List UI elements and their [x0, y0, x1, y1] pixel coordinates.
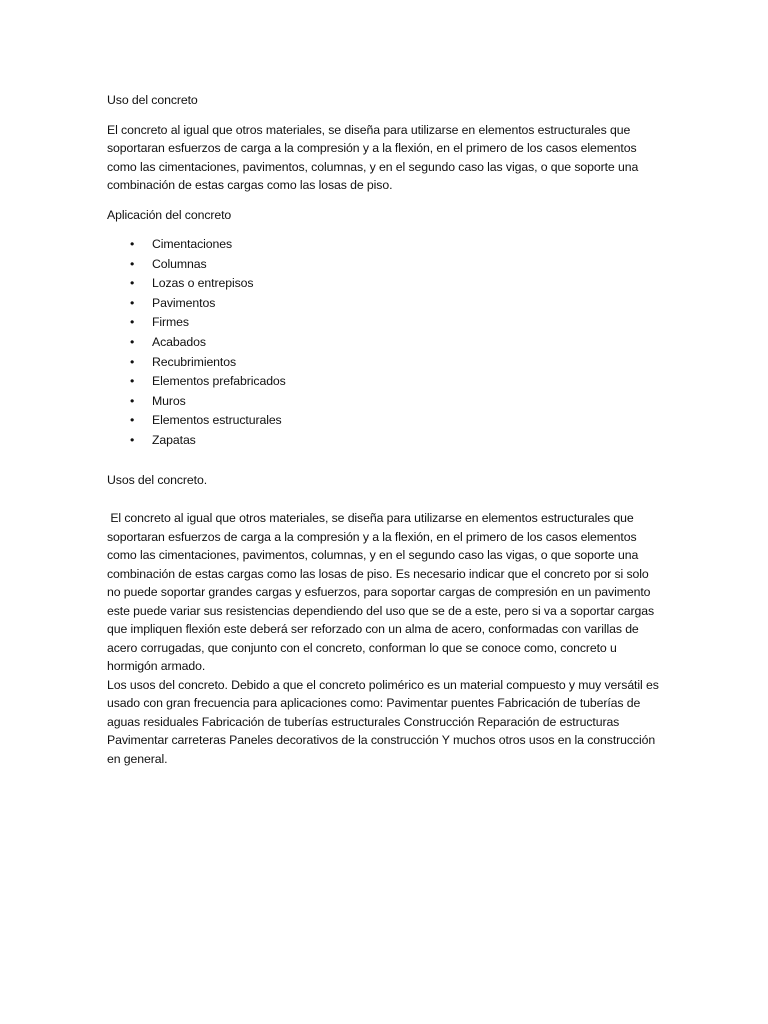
list-item: [107, 353, 661, 373]
list-item: [107, 274, 661, 294]
bullet-list-aplicaciones: [107, 235, 661, 451]
list-item: [107, 294, 661, 314]
bullet-icon: •: [130, 413, 135, 428]
list-item: [107, 372, 661, 392]
bullet-icon: •: [130, 256, 135, 271]
list-item: [107, 333, 661, 353]
list-item-label: Pavimentos: [152, 295, 216, 310]
list-item-label: Elementos estructurales: [152, 413, 282, 428]
list-item-label: Elementos prefabricados: [152, 374, 286, 389]
list-item-label: Lozas o entrepisos: [152, 276, 254, 291]
bullet-icon: •: [130, 237, 135, 251]
list-item-label: Muros: [152, 393, 186, 408]
bullet-icon: •: [130, 374, 135, 389]
list-item: [107, 235, 661, 255]
list-item: [107, 313, 661, 333]
list-item-label: Cimentaciones: [152, 237, 233, 251]
list-item: [107, 411, 661, 431]
list-item: [107, 392, 661, 412]
list-item: [107, 255, 661, 275]
list-item-label: Zapatas: [152, 432, 196, 447]
section-heading-usos: Usos del concreto.: [107, 472, 208, 487]
bullet-icon: •: [130, 315, 135, 330]
bullet-icon: •: [130, 393, 135, 408]
paragraph-usos-1: El concreto al igual que otros materiales, se diseña para utilizarse en elementos estructurales que soportaran esfuerzos de carga a la compresión y a la flexión, en el primero de los casos elementos como las cimentaciones, pavimentos, columnas, y en el segundo caso las vigas, o que soporte una combinación de estas cargas como las losas de piso. Es necesario indicar que el concreto por si solo no puede soportar grandes cargas y esfuerzos, para soportar cargas de compresión en un pavimento este puede variar sus resistencias dependiendo del uso que se de a este, pero si va a soportar cargas que impliquen flexión este deberá ser reforzado con un alma de acero, conformadas con varillas de acero corrugadas, que conjunto con el concreto, conforman lo que se conoce como, concreto u hormigón armado.: [107, 511, 658, 674]
list-item: [107, 431, 661, 451]
section-heading-aplicacion: Aplicación del concreto: [107, 207, 232, 222]
list-item-label: Acabados: [152, 334, 206, 349]
paragraph-usos-2: Los usos del concreto. Debido a que el concreto polimérico es un material compuesto y muy versátil es usado con gran frecuencia para aplicaciones como: Pavimentar puentes Fabricación de tuberías de aguas residuales Fabricación de tuberías estructurales Construcción Reparación de estructuras Pavimentar carreteras Paneles decorativos de la construcción Y muchos otros usos en la construcción en general.: [107, 677, 659, 766]
paragraph-uso: El concreto al igual que otros materiales, se diseña para utilizarse en elementos estructurales que soportaran esfuerzos de carga a la compresión y a la flexión, en el primero de los casos elementos como las cimentaciones, pavimentos, columnas, y en el segundo caso las vigas, o que soporte una combinación de estas cargas como las losas de piso.: [107, 122, 639, 192]
bullet-icon: •: [130, 432, 135, 447]
list-item-label: Columnas: [152, 256, 207, 271]
bullet-icon: •: [130, 295, 135, 310]
list-item-label: Firmes: [152, 315, 189, 330]
bullet-icon: •: [130, 354, 135, 369]
section-heading-uso: Uso del concreto: [107, 93, 198, 107]
bullet-icon: •: [130, 334, 135, 349]
list-item-label: Recubrimientos: [152, 354, 237, 369]
bullet-icon: •: [130, 276, 135, 291]
document-content: [107, 91, 661, 768]
